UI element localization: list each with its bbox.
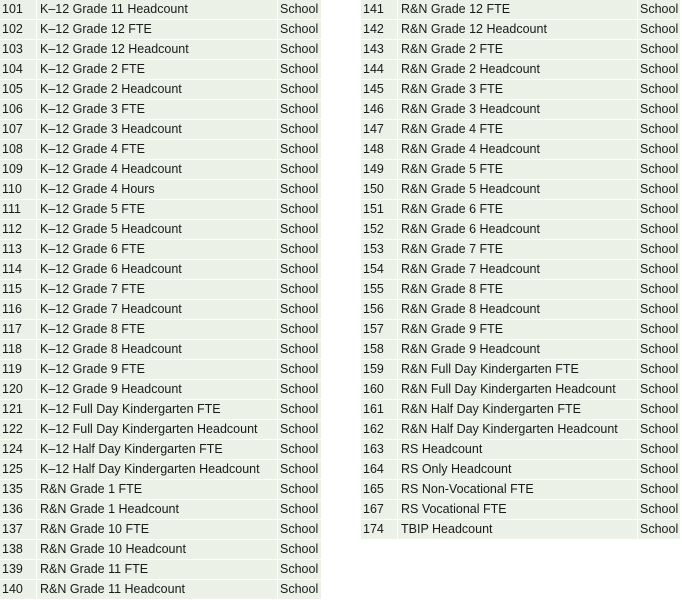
row-name-cell[interactable]: K–12 Grade 7 FTE [37,280,278,300]
row-id-cell[interactable]: 164 [361,460,398,480]
row-id-cell[interactable]: 145 [361,80,398,100]
row-type-cell[interactable]: School [278,200,322,220]
row-id-cell[interactable]: 160 [361,380,398,400]
row-type-cell[interactable]: School [278,120,322,140]
row-name-cell[interactable]: K–12 Grade 6 FTE [37,240,278,260]
table-row[interactable] [0,280,322,300]
table-row[interactable] [361,420,681,440]
row-id-cell[interactable]: 106 [0,100,37,120]
row-type-cell[interactable]: School [278,240,322,260]
table-row[interactable] [361,500,681,520]
row-type-cell[interactable]: School [278,300,322,320]
row-type-cell[interactable]: School [278,500,322,520]
table-row[interactable] [361,200,681,220]
table-row[interactable] [361,220,681,240]
row-id-cell[interactable]: 122 [0,420,37,440]
row-name-cell[interactable]: RS Headcount [398,440,638,460]
row-id-cell[interactable]: 143 [361,40,398,60]
row-name-cell[interactable]: R&N Grade 8 FTE [398,280,638,300]
row-type-cell[interactable]: School [278,480,322,500]
table-row[interactable] [361,20,681,40]
table-row[interactable] [361,140,681,160]
table-row[interactable] [0,20,322,40]
row-name-cell[interactable]: R&N Grade 7 FTE [398,240,638,260]
row-type-cell[interactable]: School [638,320,681,340]
row-id-cell[interactable]: 163 [361,440,398,460]
table-row[interactable] [0,100,322,120]
row-type-cell[interactable]: School [278,180,322,200]
row-type-cell[interactable]: School [638,80,681,100]
row-type-cell[interactable]: School [278,560,322,580]
row-id-cell[interactable]: 119 [0,360,37,380]
row-id-cell[interactable]: 101 [0,0,37,20]
row-type-cell[interactable]: School [278,100,322,120]
row-id-cell[interactable]: 155 [361,280,398,300]
table-row[interactable] [0,340,322,360]
row-name-cell[interactable]: K–12 Grade 2 Headcount [37,80,278,100]
row-id-cell[interactable]: 140 [0,580,37,600]
row-id-cell[interactable]: 104 [0,60,37,80]
row-type-cell[interactable]: School [638,160,681,180]
row-name-cell[interactable]: R&N Grade 8 Headcount [398,300,638,320]
row-name-cell[interactable]: R&N Grade 5 FTE [398,160,638,180]
row-name-cell[interactable]: R&N Grade 1 Headcount [37,500,278,520]
row-id-cell[interactable]: 151 [361,200,398,220]
row-id-cell[interactable]: 149 [361,160,398,180]
table-row[interactable] [361,300,681,320]
table-row[interactable] [361,340,681,360]
table-row[interactable] [0,60,322,80]
row-name-cell[interactable]: K–12 Grade 3 Headcount [37,120,278,140]
row-id-cell[interactable]: 158 [361,340,398,360]
row-type-cell[interactable]: School [638,340,681,360]
row-type-cell[interactable]: School [638,260,681,280]
table-row[interactable] [0,160,322,180]
row-id-cell[interactable]: 141 [361,0,398,20]
row-name-cell[interactable]: K–12 Grade 9 FTE [37,360,278,380]
row-type-cell[interactable]: School [638,40,681,60]
row-type-cell[interactable]: School [638,300,681,320]
row-id-cell[interactable]: 138 [0,540,37,560]
table-row[interactable] [361,260,681,280]
row-id-cell[interactable]: 125 [0,460,37,480]
table-row[interactable] [0,320,322,340]
row-type-cell[interactable]: School [278,280,322,300]
row-name-cell[interactable]: R&N Grade 11 Headcount [37,580,278,600]
row-name-cell[interactable]: K–12 Grade 12 FTE [37,20,278,40]
row-id-cell[interactable]: 148 [361,140,398,160]
row-type-cell[interactable]: School [278,380,322,400]
row-id-cell[interactable]: 110 [0,180,37,200]
row-id-cell[interactable]: 135 [0,480,37,500]
row-type-cell[interactable]: School [278,140,322,160]
table-row[interactable] [0,440,322,460]
row-type-cell[interactable]: School [278,220,322,240]
row-type-cell[interactable]: School [638,440,681,460]
row-name-cell[interactable]: K–12 Half Day Kindergarten FTE [37,440,278,460]
row-name-cell[interactable]: K–12 Grade 4 Hours [37,180,278,200]
row-name-cell[interactable]: R&N Grade 5 Headcount [398,180,638,200]
row-type-cell[interactable]: School [638,20,681,40]
row-type-cell[interactable]: School [638,380,681,400]
row-name-cell[interactable]: TBIP Headcount [398,520,638,540]
row-id-cell[interactable]: 165 [361,480,398,500]
row-type-cell[interactable]: School [638,420,681,440]
table-row[interactable] [361,480,681,500]
table-row[interactable] [0,120,322,140]
row-name-cell[interactable]: R&N Full Day Kindergarten FTE [398,360,638,380]
row-type-cell[interactable]: School [278,420,322,440]
row-id-cell[interactable]: 162 [361,420,398,440]
row-type-cell[interactable]: School [638,140,681,160]
table-row[interactable] [0,200,322,220]
row-name-cell[interactable]: R&N Grade 3 FTE [398,80,638,100]
row-id-cell[interactable]: 156 [361,300,398,320]
row-name-cell[interactable]: R&N Grade 1 FTE [37,480,278,500]
row-name-cell[interactable]: K–12 Full Day Kindergarten FTE [37,400,278,420]
table-row[interactable] [361,440,681,460]
row-type-cell[interactable]: School [638,280,681,300]
row-name-cell[interactable]: R&N Full Day Kindergarten Headcount [398,380,638,400]
row-type-cell[interactable]: School [638,0,681,20]
row-name-cell[interactable]: R&N Grade 12 Headcount [398,20,638,40]
table-row[interactable] [361,360,681,380]
table-row[interactable] [0,220,322,240]
row-id-cell[interactable]: 137 [0,520,37,540]
row-type-cell[interactable]: School [278,260,322,280]
row-id-cell[interactable]: 161 [361,400,398,420]
table-row[interactable] [0,80,322,100]
row-id-cell[interactable]: 159 [361,360,398,380]
row-id-cell[interactable]: 116 [0,300,37,320]
row-id-cell[interactable]: 120 [0,380,37,400]
row-id-cell[interactable]: 150 [361,180,398,200]
row-id-cell[interactable]: 146 [361,100,398,120]
table-row[interactable] [361,320,681,340]
row-id-cell[interactable]: 154 [361,260,398,280]
row-id-cell[interactable]: 157 [361,320,398,340]
table-row[interactable] [0,460,322,480]
table-row[interactable] [0,300,322,320]
row-name-cell[interactable]: R&N Grade 10 FTE [37,520,278,540]
row-id-cell[interactable]: 147 [361,120,398,140]
row-name-cell[interactable]: RS Only Headcount [398,460,638,480]
row-id-cell[interactable]: 113 [0,240,37,260]
table-row[interactable] [0,500,322,520]
row-name-cell[interactable]: K–12 Grade 11 Headcount [37,0,278,20]
row-name-cell[interactable]: K–12 Grade 4 FTE [37,140,278,160]
row-type-cell[interactable]: School [278,80,322,100]
row-name-cell[interactable]: R&N Grade 12 FTE [398,0,638,20]
table-row[interactable] [0,560,322,580]
row-type-cell[interactable]: School [638,480,681,500]
row-type-cell[interactable]: School [278,340,322,360]
row-type-cell[interactable]: School [638,120,681,140]
row-id-cell[interactable]: 102 [0,20,37,40]
row-type-cell[interactable]: School [638,200,681,220]
row-name-cell[interactable]: R&N Grade 4 FTE [398,120,638,140]
row-type-cell[interactable]: School [638,60,681,80]
table-row[interactable] [0,40,322,60]
row-id-cell[interactable]: 112 [0,220,37,240]
right-table [361,0,681,540]
row-type-cell[interactable]: School [278,520,322,540]
table-row[interactable] [361,80,681,100]
row-name-cell[interactable]: K–12 Grade 6 Headcount [37,260,278,280]
row-id-cell[interactable]: 114 [0,260,37,280]
row-type-cell[interactable]: School [278,540,322,560]
row-name-cell[interactable]: K–12 Grade 8 FTE [37,320,278,340]
row-type-cell[interactable]: School [638,240,681,260]
row-name-cell[interactable]: R&N Grade 10 Headcount [37,540,278,560]
row-id-cell[interactable]: 167 [361,500,398,520]
row-id-cell[interactable]: 111 [0,200,37,220]
row-id-cell[interactable]: 103 [0,40,37,60]
row-id-cell[interactable]: 118 [0,340,37,360]
table-row[interactable] [361,460,681,480]
row-name-cell[interactable]: R&N Half Day Kindergarten Headcount [398,420,638,440]
row-type-cell[interactable]: School [638,100,681,120]
row-name-cell[interactable]: K–12 Grade 7 Headcount [37,300,278,320]
row-type-cell[interactable]: School [278,320,322,340]
table-row[interactable] [361,120,681,140]
table-row[interactable] [0,260,322,280]
row-name-cell[interactable]: K–12 Grade 5 Headcount [37,220,278,240]
row-name-cell[interactable]: K–12 Full Day Kindergarten Headcount [37,420,278,440]
row-name-cell[interactable]: R&N Grade 9 Headcount [398,340,638,360]
table-row[interactable] [0,520,322,540]
table-row[interactable] [361,380,681,400]
row-id-cell[interactable]: 108 [0,140,37,160]
table-row[interactable] [0,540,322,560]
row-name-cell[interactable]: K–12 Half Day Kindergarten Headcount [37,460,278,480]
row-name-cell[interactable]: R&N Grade 7 Headcount [398,260,638,280]
row-id-cell[interactable]: 142 [361,20,398,40]
row-id-cell[interactable]: 152 [361,220,398,240]
row-name-cell[interactable]: R&N Grade 11 FTE [37,560,278,580]
table-row[interactable] [0,400,322,420]
row-id-cell[interactable]: 144 [361,60,398,80]
table-row[interactable] [361,100,681,120]
row-name-cell[interactable]: K–12 Grade 2 FTE [37,60,278,80]
row-id-cell[interactable]: 174 [361,520,398,540]
table-row[interactable] [361,40,681,60]
row-name-cell[interactable]: R&N Grade 4 Headcount [398,140,638,160]
table-row[interactable] [0,580,322,600]
row-name-cell[interactable]: RS Vocational FTE [398,500,638,520]
table-row[interactable] [361,240,681,260]
row-type-cell[interactable]: School [278,580,322,600]
row-type-cell[interactable]: School [278,60,322,80]
row-id-cell[interactable]: 115 [0,280,37,300]
row-name-cell[interactable]: R&N Grade 6 FTE [398,200,638,220]
row-id-cell[interactable]: 109 [0,160,37,180]
row-type-cell[interactable]: School [638,520,681,540]
row-name-cell[interactable]: R&N Grade 3 Headcount [398,100,638,120]
row-type-cell[interactable]: School [278,400,322,420]
row-type-cell[interactable]: School [638,460,681,480]
row-type-cell[interactable]: School [278,160,322,180]
table-row[interactable] [0,480,322,500]
row-name-cell[interactable]: K–12 Grade 4 Headcount [37,160,278,180]
table-row[interactable] [0,360,322,380]
table-row[interactable] [0,240,322,260]
row-name-cell[interactable]: RS Non-Vocational FTE [398,480,638,500]
row-name-cell[interactable]: R&N Grade 2 Headcount [398,60,638,80]
row-type-cell[interactable]: School [278,440,322,460]
row-name-cell[interactable]: K–12 Grade 5 FTE [37,200,278,220]
row-type-cell[interactable]: School [278,360,322,380]
row-type-cell[interactable]: School [278,460,322,480]
left-table [0,0,322,600]
row-id-cell[interactable]: 139 [0,560,37,580]
row-name-cell[interactable]: K–12 Grade 8 Headcount [37,340,278,360]
table-row[interactable] [0,420,322,440]
table-row[interactable] [361,0,681,20]
row-type-cell[interactable]: School [638,180,681,200]
table-row[interactable] [361,60,681,80]
row-name-cell[interactable]: R&N Grade 9 FTE [398,320,638,340]
table-row[interactable] [361,180,681,200]
row-name-cell[interactable]: K–12 Grade 12 Headcount [37,40,278,60]
table-row[interactable] [0,140,322,160]
row-id-cell[interactable]: 136 [0,500,37,520]
row-name-cell[interactable]: R&N Grade 2 FTE [398,40,638,60]
row-type-cell[interactable]: School [638,220,681,240]
table-row[interactable] [361,520,681,540]
row-name-cell[interactable]: R&N Half Day Kindergarten FTE [398,400,638,420]
row-type-cell[interactable]: School [638,400,681,420]
row-id-cell[interactable]: 121 [0,400,37,420]
row-name-cell[interactable]: R&N Grade 6 Headcount [398,220,638,240]
table-row[interactable] [0,180,322,200]
row-id-cell[interactable]: 153 [361,240,398,260]
row-type-cell[interactable]: School [278,0,322,20]
table-row[interactable] [361,400,681,420]
row-type-cell[interactable]: School [278,20,322,40]
row-type-cell[interactable]: School [278,40,322,60]
row-id-cell[interactable]: 124 [0,440,37,460]
table-row[interactable] [0,0,322,20]
row-name-cell[interactable]: K–12 Grade 3 FTE [37,100,278,120]
row-id-cell[interactable]: 107 [0,120,37,140]
table-row[interactable] [361,160,681,180]
row-type-cell[interactable]: School [638,500,681,520]
row-id-cell[interactable]: 117 [0,320,37,340]
table-row[interactable] [0,380,322,400]
table-row[interactable] [361,280,681,300]
row-name-cell[interactable]: K–12 Grade 9 Headcount [37,380,278,400]
row-id-cell[interactable]: 105 [0,80,37,100]
row-type-cell[interactable]: School [638,360,681,380]
